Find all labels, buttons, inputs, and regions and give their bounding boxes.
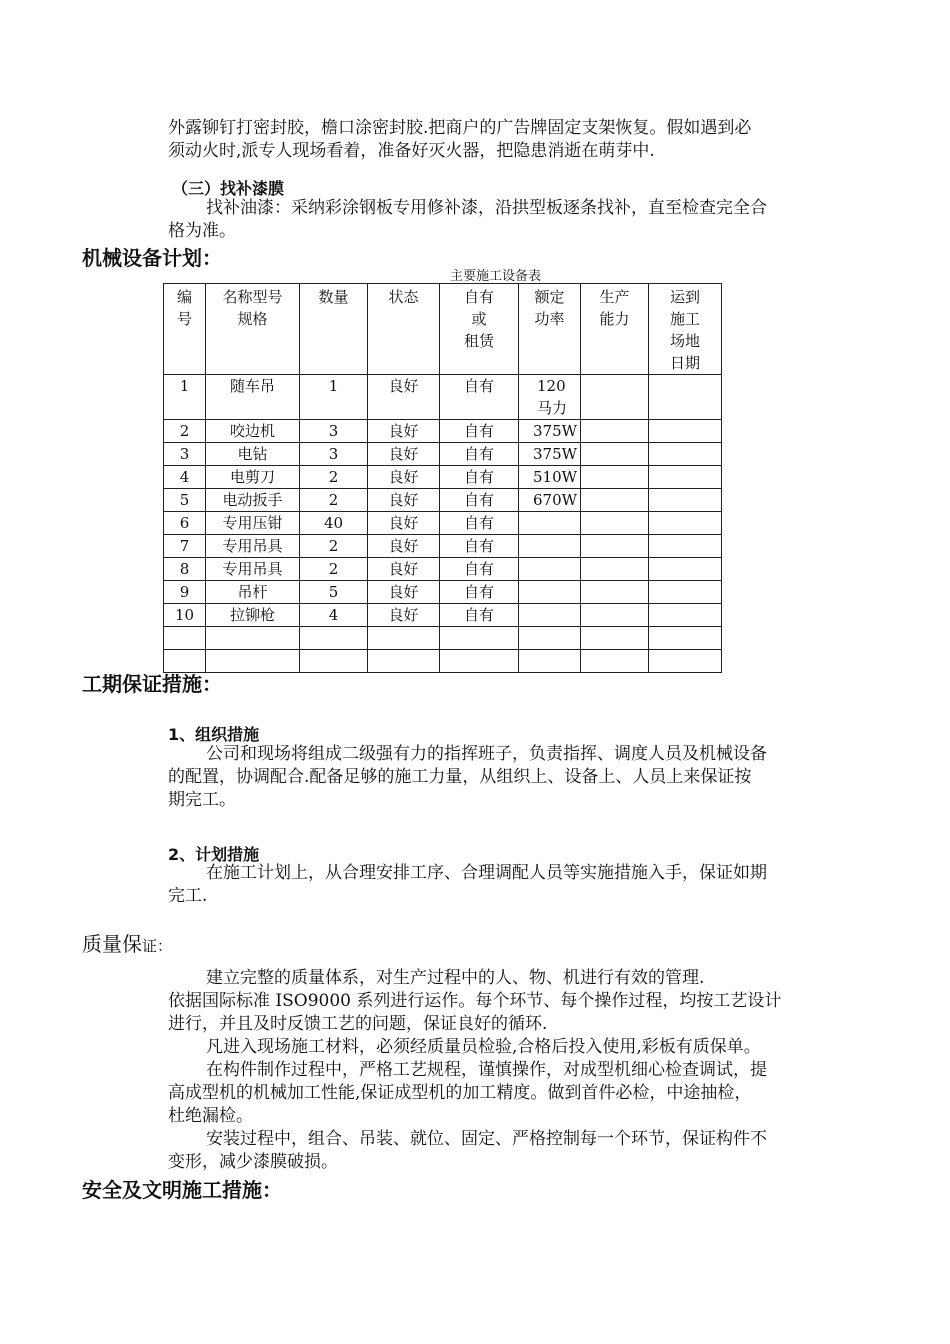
quality-heading-main: 质量保	[82, 932, 142, 956]
table-header-row	[164, 284, 722, 375]
quality-line: 杜绝漏检。	[168, 1106, 253, 1126]
table-cell: 自有	[440, 466, 519, 489]
table-cell: 2	[300, 466, 368, 489]
table-cell	[519, 535, 581, 558]
quality-line: 安装过程中，组合、吊装、就位、固定、严格控制每一个环节，保证构件不	[206, 1129, 767, 1149]
table-header-text: 号	[176, 310, 192, 328]
table-cell	[649, 512, 722, 535]
touchup-line-2: 格为准。	[168, 221, 236, 241]
table-cell: 4	[164, 466, 206, 489]
table-cell: 3	[300, 443, 368, 466]
table-cell: 375W	[519, 420, 581, 443]
table-cell	[649, 581, 722, 604]
table-header-text: 数量	[318, 288, 349, 306]
touchup-heading: （三）找补漆膜	[172, 179, 285, 198]
table-cell: 自有	[440, 581, 519, 604]
table-cell: 3	[164, 443, 206, 466]
table-cell	[649, 489, 722, 512]
table-header-cell	[300, 284, 368, 375]
intro-paragraph	[168, 117, 848, 163]
table-cell	[581, 627, 649, 650]
table-cell: 良好	[368, 604, 440, 627]
table-cell	[519, 558, 581, 581]
table-header-text: 运到	[669, 288, 700, 306]
table-header-cell	[206, 284, 300, 375]
table-cell: 专用吊具	[206, 558, 300, 581]
table-row	[164, 375, 722, 420]
table-cell: 电钻	[206, 443, 300, 466]
table-row	[164, 535, 722, 558]
table-cell: 拉铆枪	[206, 604, 300, 627]
quality-heading-small: 证：	[142, 937, 173, 955]
table-cell: 6	[164, 512, 206, 535]
quality-line: 依据国际标准 ISO9000 系列进行运作。每个环节、每个操作过程，均按工艺设计	[168, 991, 782, 1011]
table-cell	[649, 420, 722, 443]
table-cell: 良好	[368, 443, 440, 466]
table-cell: 良好	[368, 489, 440, 512]
quality-line: 建立完整的质量体系，对生产过程中的人、物、机进行有效的管理.	[206, 968, 705, 988]
table-row	[164, 581, 722, 604]
table-cell: 随车吊	[206, 375, 300, 420]
table-cell: 咬边机	[206, 420, 300, 443]
table-cell	[581, 420, 649, 443]
table-cell: 良好	[368, 466, 440, 489]
equipment-table-title: 主要施工设备表	[450, 269, 542, 284]
table-cell	[519, 627, 581, 650]
intro-line-2: 须动火时,派专人现场看着，准备好灭火器，把隐患消逝在萌芽中.	[168, 141, 655, 161]
table-cell	[649, 558, 722, 581]
org-measures-heading: 1、组织措施	[168, 725, 260, 744]
table-cell: 2	[300, 535, 368, 558]
table-header-text: 额定	[534, 288, 565, 306]
safety-heading: 安全及文明施工措施：	[82, 1178, 282, 1202]
table-cell: 自有	[440, 375, 519, 420]
table-cell	[581, 375, 649, 420]
table-cell	[519, 581, 581, 604]
table-header-text: 日期	[669, 354, 700, 372]
table-cell: 2	[300, 558, 368, 581]
table-header-cell	[368, 284, 440, 375]
schedule-heading: 工期保证措施：	[82, 672, 222, 696]
table-cell: 4	[300, 604, 368, 627]
table-cell: 良好	[368, 558, 440, 581]
org-line-2: 的配置，协调配合.配备足够的施工力量，从组织上、设备上、人员上来保证按	[168, 767, 752, 787]
table-cell	[368, 650, 440, 673]
table-cell	[649, 650, 722, 673]
intro-line-1: 外露铆钉打密封胶，檐口涂密封胶.把商户的广告牌固定支架恢复。假如遇到必	[168, 118, 752, 138]
table-cell: 良好	[368, 581, 440, 604]
table-cell	[581, 512, 649, 535]
table-cell	[300, 650, 368, 673]
table-cell: 电剪刀	[206, 466, 300, 489]
table-cell	[581, 581, 649, 604]
table-cell	[519, 604, 581, 627]
equipment-heading: 机械设备计划：	[82, 246, 222, 270]
table-cell: 5	[164, 489, 206, 512]
quality-line: 进行，并且及时反馈工艺的问题，保证良好的循环.	[168, 1014, 548, 1034]
table-header-text: 编	[176, 288, 192, 306]
org-line-3: 期完工。	[168, 790, 236, 810]
table-row	[164, 512, 722, 535]
table-cell: 10	[164, 604, 206, 627]
quality-line: 高成型机的机械加工性能,保证成型机的加工精度。做到首件必检，中途抽检，	[168, 1083, 752, 1103]
table-cell: 自有	[440, 558, 519, 581]
quality-paragraph	[168, 967, 848, 1174]
table-cell: 专用吊具	[206, 535, 300, 558]
table-cell: 良好	[368, 512, 440, 535]
table-cell	[300, 627, 368, 650]
table-cell	[519, 650, 581, 673]
table-header-text: 生产	[599, 288, 630, 306]
table-cell	[206, 627, 300, 650]
table-cell	[440, 650, 519, 673]
table-cell	[581, 604, 649, 627]
table-cell	[581, 489, 649, 512]
table-cell: 2	[164, 420, 206, 443]
table-cell: 良好	[368, 420, 440, 443]
table-cell: 自有	[440, 420, 519, 443]
table-cell: 9	[164, 581, 206, 604]
table-header-text: 能力	[599, 310, 630, 328]
table-header-text: 或	[471, 310, 487, 328]
org-measures-paragraph	[168, 743, 858, 812]
table-cell	[649, 535, 722, 558]
plan-measures-paragraph	[168, 862, 848, 908]
table-cell: 8	[164, 558, 206, 581]
table-cell	[581, 443, 649, 466]
table-cell	[649, 466, 722, 489]
table-header-text: 功率	[534, 310, 565, 328]
quality-heading	[82, 928, 172, 957]
table-cell	[649, 627, 722, 650]
table-cell	[581, 650, 649, 673]
table-row	[164, 650, 722, 673]
table-cell: 自有	[440, 489, 519, 512]
table-row	[164, 558, 722, 581]
table-cell	[581, 535, 649, 558]
table-cell	[164, 627, 206, 650]
table-header-cell	[440, 284, 519, 375]
table-cell: 375W	[519, 443, 581, 466]
table-cell	[440, 627, 519, 650]
table-header-text: 状态	[388, 288, 419, 306]
table-header-text: 施工	[669, 310, 700, 328]
table-cell: 自有	[440, 604, 519, 627]
table-cell: 良好	[368, 375, 440, 420]
table-header-text: 名称型号	[222, 288, 283, 306]
plan-line-1: 在施工计划上，从合理安排工序、合理调配人员等实施措施入手，保证如期	[206, 863, 767, 883]
org-line-1: 公司和现场将组成二级强有力的指挥班子，负责指挥、调度人员及机械设备	[206, 744, 767, 764]
touchup-line-1: 找补油漆：采纳彩涂钢板专用修补漆，沿拱型板逐条找补，直至检查完全合	[206, 198, 767, 218]
touchup-paragraph	[168, 197, 848, 243]
table-cell: 510W	[519, 466, 581, 489]
table-cell: 7	[164, 535, 206, 558]
table-header-cell	[581, 284, 649, 375]
quality-line: 在构件制作过程中，严格工艺规程，谨慎操作，对成型机细心检查调试，提	[206, 1060, 767, 1080]
table-row	[164, 604, 722, 627]
table-cell	[649, 375, 722, 420]
table-row	[164, 443, 722, 466]
table-cell: 自有	[440, 443, 519, 466]
table-row	[164, 466, 722, 489]
table-row	[164, 420, 722, 443]
table-cell: 670W	[519, 489, 581, 512]
table-header-text: 自有	[463, 288, 494, 306]
table-header-text: 场地	[669, 332, 700, 350]
quality-line: 凡进入现场施工材料，必须经质量员检验,合格后投入使用,彩板有质保单。	[206, 1037, 761, 1057]
table-cell	[649, 604, 722, 627]
table-cell: 2	[300, 489, 368, 512]
table-cell: 良好	[368, 535, 440, 558]
table-cell: 电动扳手	[206, 489, 300, 512]
table-cell: 5	[300, 581, 368, 604]
plan-measures-heading: 2、计划措施	[168, 845, 260, 864]
table-cell	[581, 466, 649, 489]
table-cell: 120 马力	[519, 375, 581, 420]
table-header-cell	[519, 284, 581, 375]
table-header-cell	[649, 284, 722, 375]
table-header-text: 规格	[237, 310, 268, 328]
table-cell: 自有	[440, 535, 519, 558]
table-cell: 1	[164, 375, 206, 420]
table-cell: 自有	[440, 512, 519, 535]
table-cell: 40	[300, 512, 368, 535]
table-cell: 1	[300, 375, 368, 420]
table-cell	[519, 512, 581, 535]
equipment-table	[163, 283, 722, 673]
table-cell	[581, 558, 649, 581]
table-header-text: 租赁	[463, 332, 494, 350]
table-row	[164, 627, 722, 650]
table-cell: 专用压钳	[206, 512, 300, 535]
table-header-cell	[164, 284, 206, 375]
table-cell	[368, 627, 440, 650]
quality-line: 变形，减少漆膜破损。	[168, 1152, 338, 1172]
table-cell: 吊杆	[206, 581, 300, 604]
table-cell: 3	[300, 420, 368, 443]
plan-line-2: 完工.	[168, 886, 208, 906]
table-row	[164, 489, 722, 512]
table-cell	[649, 443, 722, 466]
